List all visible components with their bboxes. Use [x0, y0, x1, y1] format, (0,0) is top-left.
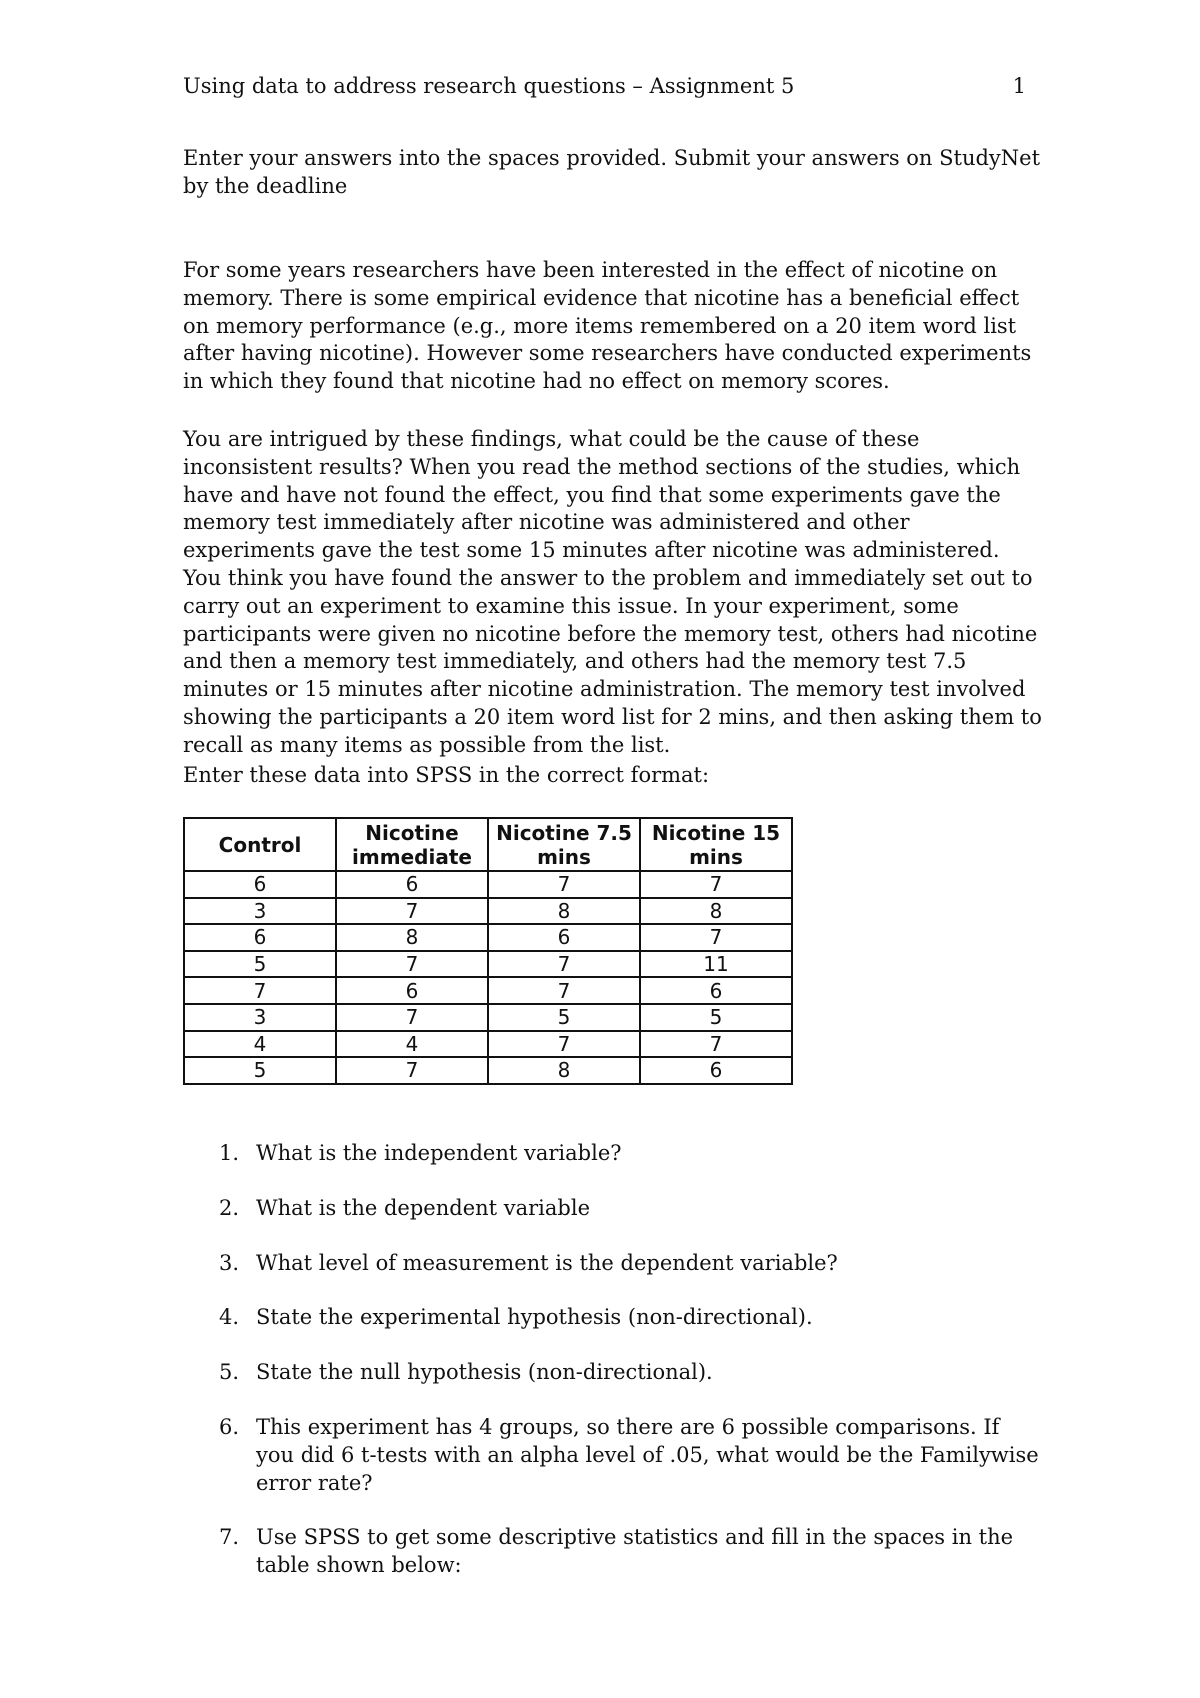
- question-text: What is the dependent variable: [256, 1195, 591, 1220]
- table-cell: 7: [488, 977, 640, 1004]
- question-item: [183, 1140, 1043, 1168]
- table-cell: 6: [488, 924, 640, 951]
- table-cell: 6: [184, 924, 336, 951]
- question-item: [183, 1250, 1043, 1278]
- question-text: Use SPSS to get some descriptive statistics and fill in the spaces in the table shown below:: [256, 1525, 1014, 1578]
- table-cell: 7: [336, 1004, 488, 1031]
- table-cell: 7: [488, 871, 640, 898]
- question-text: State the null hypothesis (non-directional).: [256, 1360, 713, 1385]
- question-number: 4.: [219, 1305, 240, 1330]
- table-cell: 8: [488, 1057, 640, 1084]
- table-cell: 7: [488, 951, 640, 978]
- instructions-paragraph: Enter your answers into the spaces provided. Submit your answers on StudyNet by the deadline: [183, 146, 1041, 198]
- question-number: 7.: [219, 1525, 240, 1550]
- table-row: [184, 871, 792, 898]
- question-item: [183, 1524, 1043, 1580]
- page-header: [183, 72, 1026, 100]
- table-row: [184, 1057, 792, 1084]
- table-cell: 8: [640, 898, 792, 925]
- column-header: Nicotine 7.5 mins: [488, 818, 640, 871]
- table-cell: 3: [184, 1004, 336, 1031]
- question-item: [183, 1304, 1043, 1332]
- question-number: 3.: [219, 1250, 240, 1275]
- question-number: 1.: [219, 1141, 240, 1165]
- experiment-paragraph: You are intrigued by these findings, what could be the cause of these inconsistent results? When you read the method sections of the studies, which have and have not found the effect, you find that some experiments gave the memory test immediately after nicotine was administered and other experiments gave the test some 15 minutes after nicotine was administered. You think you have found the answer to the problem and immediately set out to carry out an experiment to examine this issue. In your experiment, some participants were given no nicotine before the memory test, others had nicotine and then a memory test immediately, and others had the memory test 7.5 minutes or 15 minutes after nicotine administration. The memory test involved showing the participants a 20 item word list for 2 mins, and then asking them to recall as many items as possible from the list.: [183, 427, 1042, 757]
- question-item: [183, 1359, 1043, 1387]
- table-row: [184, 951, 792, 978]
- table-header-row: [184, 818, 792, 871]
- table-cell: 5: [184, 1057, 336, 1084]
- data-table: [183, 817, 793, 1085]
- question-text: State the experimental hypothesis (non-directional).: [256, 1305, 813, 1330]
- table-cell: 7: [336, 1057, 488, 1084]
- table-cell: 5: [640, 1004, 792, 1031]
- question-item: [183, 1414, 1043, 1497]
- table-cell: 7: [336, 898, 488, 925]
- question-number: 6.: [219, 1414, 240, 1439]
- question-item: [183, 1195, 1043, 1223]
- question-number: 2.: [219, 1195, 240, 1220]
- question-number: 5.: [219, 1360, 240, 1385]
- table-row: [184, 977, 792, 1004]
- table-cell: 6: [184, 871, 336, 898]
- question-text: What level of measurement is the dependent variable?: [256, 1250, 838, 1275]
- table-cell: 6: [640, 1057, 792, 1084]
- question-list: [183, 1140, 1043, 1607]
- table-cell: 7: [640, 1031, 792, 1058]
- table-cell: 4: [336, 1031, 488, 1058]
- table-cell: 6: [336, 977, 488, 1004]
- table-cell: 6: [336, 871, 488, 898]
- table-cell: 7: [336, 951, 488, 978]
- table-cell: 5: [488, 1004, 640, 1031]
- table-cell: 7: [640, 924, 792, 951]
- header-title: Using data to address research questions – Assignment 5: [183, 74, 795, 98]
- table-row: [184, 898, 792, 925]
- column-header: Nicotine immediate: [336, 818, 488, 871]
- question-text: This experiment has 4 groups, so there are 6 possible comparisons. If you did 6 t-tests with an alpha level of .05, what would be the Familywise error rate?: [256, 1414, 1039, 1495]
- table-cell: 4: [184, 1031, 336, 1058]
- table-cell: 5: [184, 951, 336, 978]
- page-number: 1: [1012, 74, 1026, 98]
- table-row: [184, 1004, 792, 1031]
- table-cell: 8: [336, 924, 488, 951]
- data-entry-instruction: Enter these data into SPSS in the correct format:: [183, 763, 710, 787]
- table-row: [184, 1031, 792, 1058]
- table-cell: 11: [640, 951, 792, 978]
- question-text: What is the independent variable?: [256, 1141, 622, 1165]
- background-paragraph: For some years researchers have been interested in the effect of nicotine on memory. There is some empirical evidence that nicotine has a beneficial effect on memory performance (e.g., more items remembered on a 20 item word list after having nicotine). However some researchers have conducted experiments in which they found that nicotine had no effect on memory scores.: [183, 258, 1032, 394]
- table-cell: 6: [640, 977, 792, 1004]
- table-row: [184, 924, 792, 951]
- column-header: Control: [184, 818, 336, 871]
- table-cell: 7: [640, 871, 792, 898]
- table-cell: 7: [488, 1031, 640, 1058]
- column-header: Nicotine 15 mins: [640, 818, 792, 871]
- table-cell: 7: [184, 977, 336, 1004]
- table-cell: 8: [488, 898, 640, 925]
- table-cell: 3: [184, 898, 336, 925]
